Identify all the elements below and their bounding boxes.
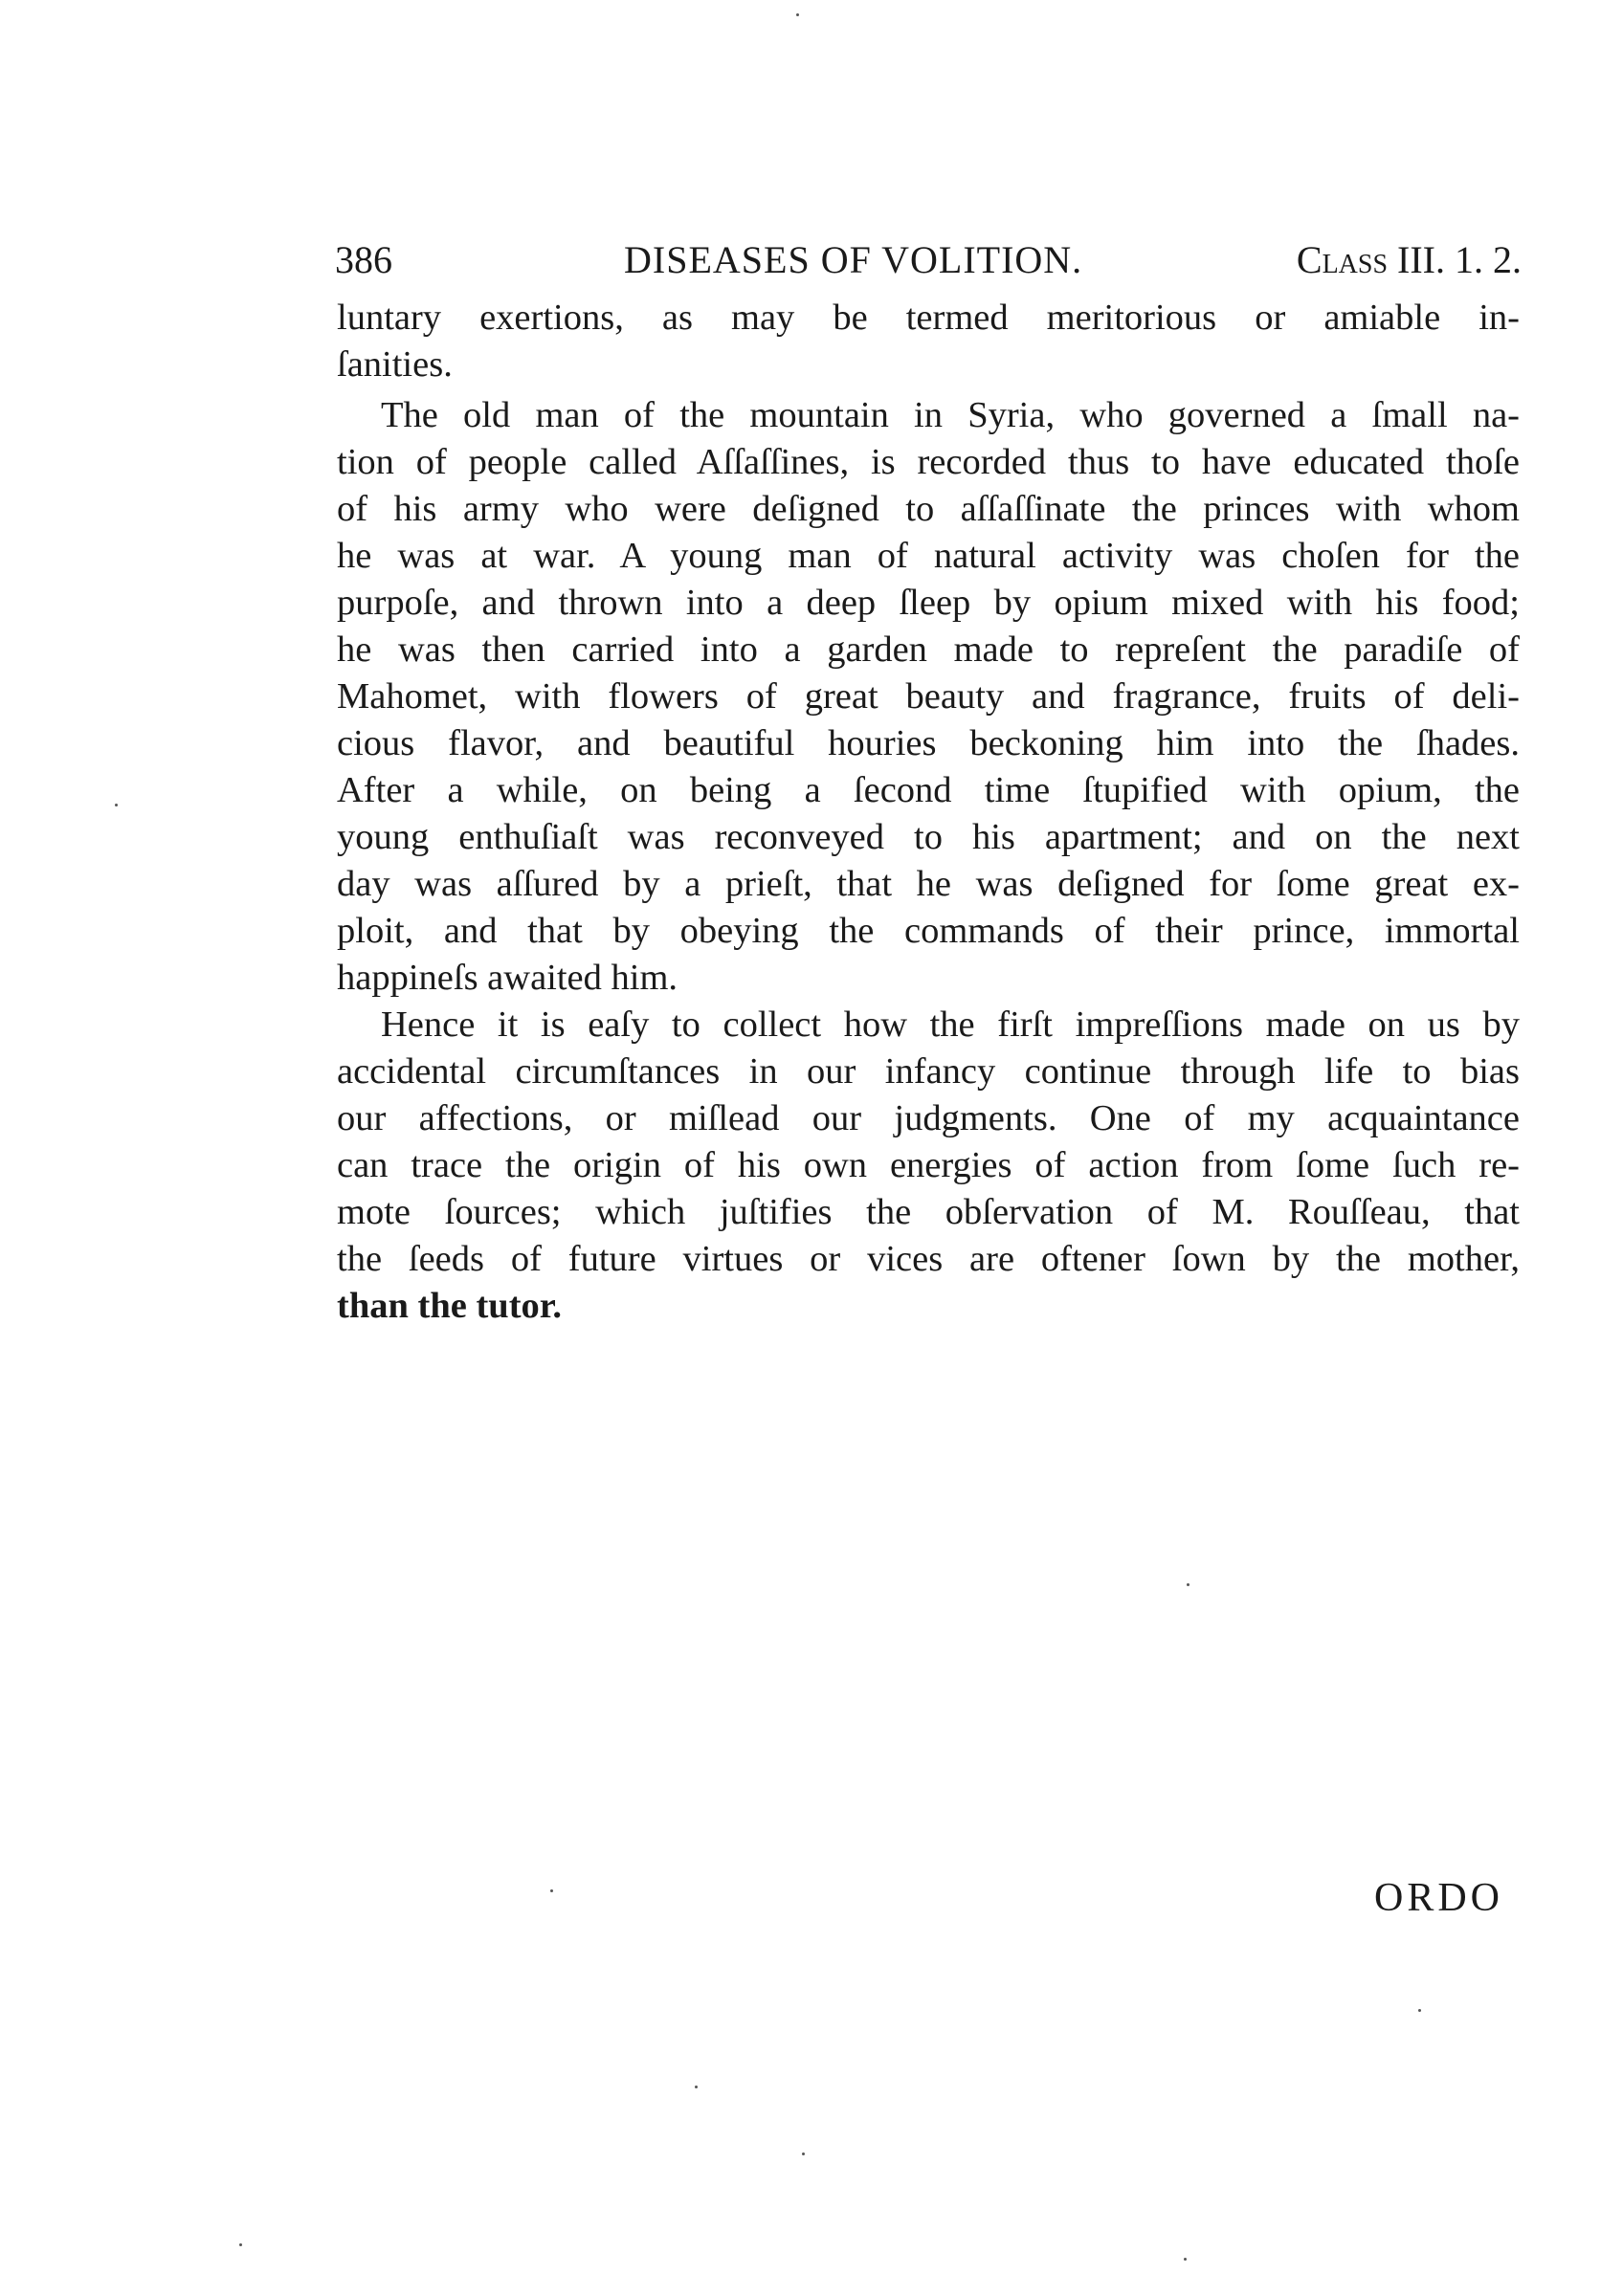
- text-line: Hence it is eaſy to collect how the firſt impreſſions made on us by: [381, 1004, 1520, 1045]
- text-line: our affections, or miſlead our judgments. One of my acquaintance: [337, 1098, 1520, 1138]
- ink-speck: [802, 2152, 805, 2155]
- text-line: cious flavor, and beautiful houries beckoning him into the ſhades.: [337, 723, 1520, 763]
- ink-speck: [115, 804, 118, 806]
- ink-speck: [1187, 1583, 1189, 1586]
- text-line: happineſs awaited him.: [337, 958, 678, 998]
- class-reference: Class III. 1. 2.: [1296, 238, 1522, 281]
- text-line: accidental circumſtances in our infancy continue through life to bias: [337, 1051, 1520, 1092]
- ink-speck: [550, 1889, 553, 1892]
- text-line: he was at war. A young man of natural activity was choſen for the: [337, 536, 1520, 576]
- text-line: day was aſſured by a prieſt, that he was deſigned for ſome great ex-: [337, 864, 1520, 904]
- text-line: than the tutor.: [337, 1286, 562, 1326]
- text-line: luntary exertions, as may be termed meritorious or amiable in-: [337, 298, 1520, 338]
- catchword: ORDO: [1374, 1876, 1504, 1920]
- text-line: tion of people called Aſſaſſines, is recorded thus to have educated thoſe: [337, 442, 1520, 482]
- body-text: [337, 295, 1520, 1330]
- text-line: ploit, and that by obeying the commands of their prince, immortal: [337, 911, 1520, 951]
- text-line: After a while, on being a ſecond time ſtupified with opium, the: [337, 770, 1520, 810]
- ink-speck: [239, 2243, 242, 2246]
- ink-speck: [1418, 2009, 1421, 2012]
- running-title: DISEASES OF VOLITION.: [624, 238, 1083, 281]
- text-line: mote ſources; which juſtifies the obſervation of M. Rouſſeau, that: [337, 1192, 1520, 1232]
- text-line: young enthuſiaſt was reconveyed to his apartment; and on the next: [337, 817, 1520, 857]
- text-line: Mahomet, with flowers of great beauty and fragrance, fruits of deli-: [337, 676, 1520, 717]
- paragraph-1: [337, 295, 1520, 388]
- ink-speck: [695, 2086, 698, 2088]
- ink-speck: [1184, 2258, 1187, 2261]
- text-line: purpoſe, and thrown into a deep ſleep by opium mixed with his food;: [337, 583, 1520, 623]
- text-line: The old man of the mountain in Syria, who governed a ſmall na-: [381, 395, 1520, 435]
- running-header: [335, 237, 1522, 285]
- ink-speck: [796, 13, 799, 16]
- text-line: of his army who were deſigned to aſſaſſinate the princes with whom: [337, 489, 1520, 529]
- text-line: can trace the origin of his own energies of action from ſome ſuch re-: [337, 1145, 1520, 1185]
- text-line: the ſeeds of future virtues or vices are oftener ſown by the mother,: [337, 1239, 1520, 1279]
- paragraph-2: [337, 392, 1520, 1002]
- text-line: he was then carried into a garden made to repreſent the paradiſe of: [337, 629, 1520, 670]
- paragraph-3: [337, 1002, 1520, 1330]
- text-line: ſanities.: [337, 344, 453, 385]
- page-number: 386: [335, 238, 392, 281]
